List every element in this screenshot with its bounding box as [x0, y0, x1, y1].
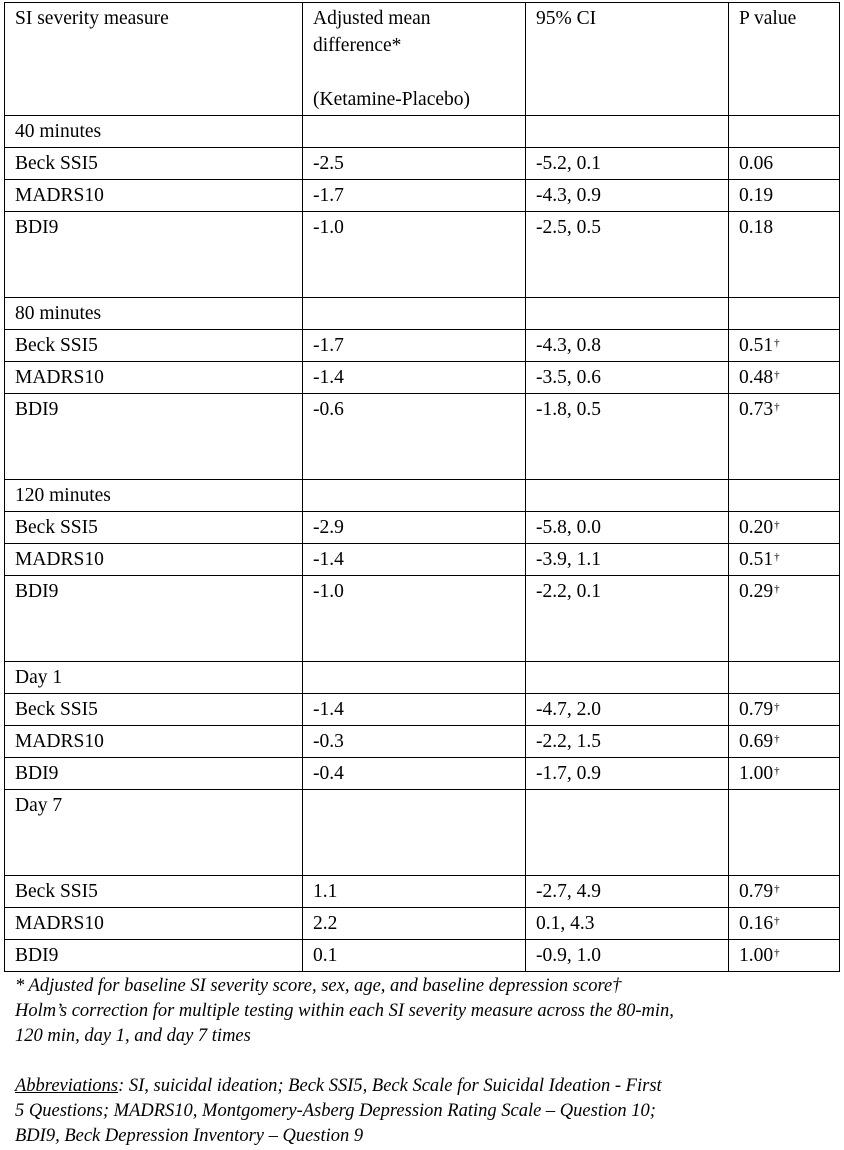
measure-cell: BDI9: [5, 394, 303, 480]
measure-cell: BDI9: [5, 212, 303, 298]
table-row: [5, 212, 840, 298]
empty-cell: [526, 116, 729, 148]
difference-cell: 2.2: [303, 908, 526, 940]
holm-dagger-mark: †: [774, 337, 780, 349]
empty-cell: [729, 662, 840, 694]
ci-cell: -2.2, 1.5: [526, 726, 729, 758]
measure-cell: MADRS10: [5, 726, 303, 758]
p-value: 0.51: [739, 549, 774, 570]
table-row: [5, 180, 840, 212]
difference-cell: -0.3: [303, 726, 526, 758]
p-value-cell: [729, 180, 840, 212]
holm-dagger-mark: †: [774, 551, 780, 563]
empty-cell: [729, 480, 840, 512]
footnote-line-3: 120 min, day 1, and day 7 times: [15, 1026, 251, 1046]
group-label-row: [5, 480, 840, 512]
table-row: [5, 726, 840, 758]
holm-dagger-mark: †: [774, 915, 780, 927]
holm-dagger-mark: †: [774, 583, 780, 595]
difference-cell: 1.1: [303, 876, 526, 908]
empty-cell: [526, 662, 729, 694]
footnote-line-1: * Adjusted for baseline SI severity score, sex, age, and baseline depression score†: [15, 976, 622, 996]
p-value: 0.29: [739, 581, 774, 602]
empty-cell: [526, 298, 729, 330]
table-row: [5, 148, 840, 180]
group-label-row: [5, 298, 840, 330]
measure-cell: MADRS10: [5, 544, 303, 576]
difference-cell: -1.7: [303, 180, 526, 212]
measure-cell: MADRS10: [5, 362, 303, 394]
group-label: 80 minutes: [5, 298, 303, 330]
difference-cell: -1.7: [303, 330, 526, 362]
measure-cell: BDI9: [5, 940, 303, 972]
difference-cell: -2.5: [303, 148, 526, 180]
measure-cell: MADRS10: [5, 908, 303, 940]
table-row: [5, 330, 840, 362]
group-label-row: [5, 662, 840, 694]
p-value-cell: [729, 544, 840, 576]
table-row: [5, 694, 840, 726]
table-row: [5, 362, 840, 394]
table-row: [5, 394, 840, 480]
p-value: 0.79: [739, 881, 774, 902]
abbreviations-line-3: BDI9, Beck Depression Inventory – Question 9: [15, 1126, 364, 1146]
p-value-cell: [729, 758, 840, 790]
holm-dagger-mark: †: [774, 765, 780, 777]
difference-cell: -0.4: [303, 758, 526, 790]
measure-cell: Beck SSI5: [5, 876, 303, 908]
empty-cell: [303, 662, 526, 694]
empty-cell: [303, 480, 526, 512]
table-row: [5, 876, 840, 908]
empty-cell: [729, 790, 840, 876]
p-value: 0.69: [739, 731, 774, 752]
ci-cell: -4.7, 2.0: [526, 694, 729, 726]
ci-cell: -2.7, 4.9: [526, 876, 729, 908]
difference-cell: 0.1: [303, 940, 526, 972]
table-row: [5, 576, 840, 662]
empty-cell: [303, 298, 526, 330]
header-diff-line2: difference*: [313, 35, 402, 56]
ci-cell: -3.5, 0.6: [526, 362, 729, 394]
ci-cell: -1.8, 0.5: [526, 394, 729, 480]
group-label: 120 minutes: [5, 480, 303, 512]
p-value-cell: [729, 576, 840, 662]
ci-cell: -2.5, 0.5: [526, 212, 729, 298]
empty-cell: [729, 298, 840, 330]
empty-cell: [303, 116, 526, 148]
p-value: 0.06: [739, 153, 774, 174]
holm-dagger-mark: †: [774, 733, 780, 745]
ci-cell: -0.9, 1.0: [526, 940, 729, 972]
empty-cell: [729, 116, 840, 148]
p-value-cell: [729, 330, 840, 362]
group-label: Day 7: [5, 790, 303, 876]
header-p-value: P value: [729, 3, 840, 116]
holm-dagger-mark: †: [774, 883, 780, 895]
header-diff-line3: (Ketamine-Placebo): [313, 89, 471, 110]
abbreviations-line-1: [15, 1074, 835, 1099]
p-value: 0.79: [739, 699, 774, 720]
difference-cell: -1.0: [303, 576, 526, 662]
header-adjusted-difference: [303, 3, 526, 116]
ci-cell: -3.9, 1.1: [526, 544, 729, 576]
difference-cell: -1.4: [303, 694, 526, 726]
empty-cell: [303, 790, 526, 876]
measure-cell: BDI9: [5, 576, 303, 662]
ci-cell: 0.1, 4.3: [526, 908, 729, 940]
ci-cell: -2.2, 0.1: [526, 576, 729, 662]
header-measure: SI severity measure: [5, 3, 303, 116]
p-value-cell: [729, 876, 840, 908]
header-ci: 95% CI: [526, 3, 729, 116]
p-value: 0.18: [739, 217, 774, 238]
measure-cell: Beck SSI5: [5, 330, 303, 362]
measure-cell: MADRS10: [5, 180, 303, 212]
p-value-cell: [729, 212, 840, 298]
p-value-cell: [729, 694, 840, 726]
ci-cell: -1.7, 0.9: [526, 758, 729, 790]
p-value: 1.00: [739, 763, 774, 784]
difference-cell: -0.6: [303, 394, 526, 480]
results-table: [4, 2, 840, 972]
p-value: 0.73: [739, 399, 774, 420]
p-value: 0.16: [739, 913, 774, 934]
table-notes: [15, 974, 835, 1149]
group-label: Day 1: [5, 662, 303, 694]
table-row: [5, 940, 840, 972]
table-row: [5, 512, 840, 544]
p-value: 0.19: [739, 185, 774, 206]
abbreviations-text-1: : SI, suicidal ideation; Beck SSI5, Beck Scale for Suicidal Ideation - First: [118, 1076, 662, 1096]
measure-cell: Beck SSI5: [5, 512, 303, 544]
p-value-cell: [729, 940, 840, 972]
p-value: 1.00: [739, 945, 774, 966]
holm-dagger-mark: †: [774, 947, 780, 959]
p-value-cell: [729, 512, 840, 544]
table-row: [5, 758, 840, 790]
footnote-line-2: Holm’s correction for multiple testing within each SI severity measure across the 80-min,: [15, 1001, 674, 1021]
table-row: [5, 908, 840, 940]
p-value: 0.48: [739, 367, 774, 388]
difference-cell: -1.4: [303, 362, 526, 394]
header-diff-line1: Adjusted mean: [313, 8, 431, 29]
measure-cell: BDI9: [5, 758, 303, 790]
holm-dagger-mark: †: [774, 519, 780, 531]
abbreviations-label: Abbreviations: [15, 1076, 119, 1096]
holm-dagger-mark: †: [774, 369, 780, 381]
empty-cell: [526, 480, 729, 512]
group-label-row: [5, 116, 840, 148]
p-value: 0.20: [739, 517, 774, 538]
p-value-cell: [729, 394, 840, 480]
holm-dagger-mark: †: [774, 401, 780, 413]
ci-cell: -5.2, 0.1: [526, 148, 729, 180]
p-value: 0.51: [739, 335, 774, 356]
abbreviations-line-2: 5 Questions; MADRS10, Montgomery-Asberg Depression Rating Scale – Question 10;: [15, 1101, 656, 1121]
difference-cell: -2.9: [303, 512, 526, 544]
ci-cell: -4.3, 0.9: [526, 180, 729, 212]
header-row: [5, 3, 840, 116]
holm-dagger-mark: †: [774, 701, 780, 713]
p-value-cell: [729, 148, 840, 180]
ci-cell: -5.8, 0.0: [526, 512, 729, 544]
p-value-cell: [729, 726, 840, 758]
difference-cell: -1.4: [303, 544, 526, 576]
table-row: [5, 544, 840, 576]
group-label: 40 minutes: [5, 116, 303, 148]
measure-cell: Beck SSI5: [5, 694, 303, 726]
p-value-cell: [729, 908, 840, 940]
measure-cell: Beck SSI5: [5, 148, 303, 180]
group-label-row: [5, 790, 840, 876]
p-value-cell: [729, 362, 840, 394]
empty-cell: [526, 790, 729, 876]
difference-cell: -1.0: [303, 212, 526, 298]
ci-cell: -4.3, 0.8: [526, 330, 729, 362]
